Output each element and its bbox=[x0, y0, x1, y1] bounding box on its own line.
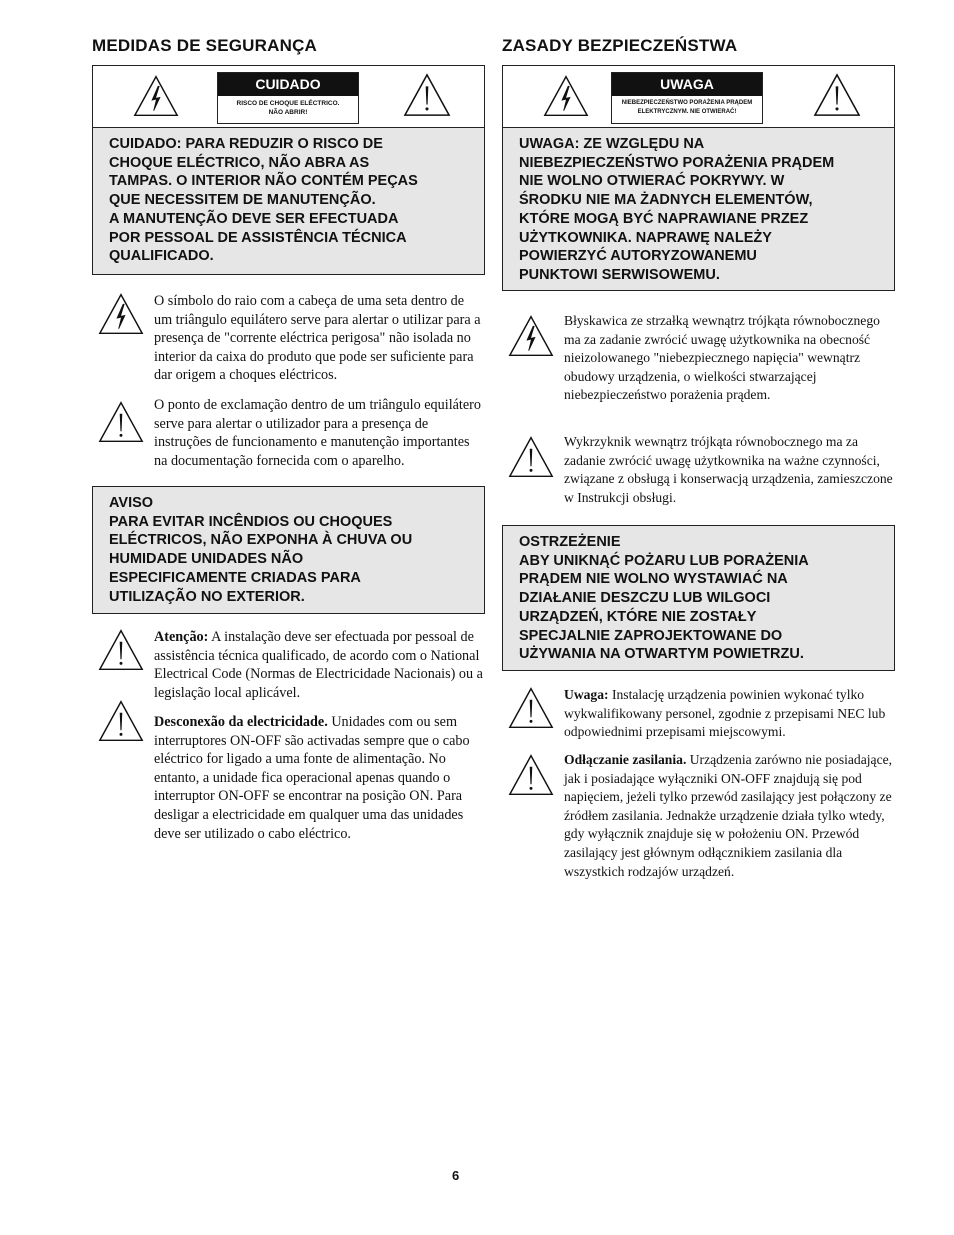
attention-text: A instalação deve ser efectuada por pessoal de assistência técnica qualificado, de acordo com o National Electrical Code (Normas de Electricidade Nacionais) ou a legislação local aplicável. bbox=[154, 629, 483, 701]
warning-line: ELÉCTRICOS, NÃO EXPONHA À CHUVA OU bbox=[109, 532, 413, 549]
exclamation-triangle-icon bbox=[98, 628, 144, 672]
lightning-triangle-icon bbox=[508, 314, 554, 358]
caution-label-box bbox=[92, 65, 485, 129]
attention-label: Atenção: bbox=[154, 629, 209, 645]
lightning-note-text: Błyskawica ze strzałką wewnątrz trójkąta równobocznego ma za zadanie zwrócić uwagę użytkownika na obecność nieizolowanego "niebezpiecznego napięcia" wewnątrz obudowy urządzenia, o wielkości stwarzającej niebezpieczeństwo porażenia prądem. bbox=[564, 313, 880, 403]
disconnect-note-text bbox=[564, 751, 894, 881]
caution-box bbox=[92, 127, 485, 275]
disconnect-label: Odłączanie zasilania. bbox=[564, 752, 687, 767]
page-number: 6 bbox=[452, 1168, 460, 1183]
caution-label-line: RISCO DE CHOQUE ELÉCTRICO. bbox=[236, 100, 340, 107]
section-title: MEDIDAS DE SEGURANÇA bbox=[92, 36, 318, 55]
exclamation-triangle-icon bbox=[508, 435, 554, 479]
exclamation-triangle-icon bbox=[813, 72, 861, 118]
warning-line: HUMIDADE UNIDADES NÃO bbox=[109, 551, 304, 568]
caution-line: QUE NECESSITEM DE MANUTENÇÃO. bbox=[109, 192, 376, 209]
warning-line: PRĄDEM NIE WOLNO WYSTAWIAĆ NA bbox=[519, 571, 788, 588]
warning-line: URZĄDZEŃ, KTÓRE NIE ZOSTAŁY bbox=[519, 608, 757, 625]
attention-note-text bbox=[154, 628, 484, 702]
caution-label bbox=[611, 72, 763, 124]
warning-line: ABY UNIKNĄĆ POŻARU LUB PORAŻENIA bbox=[519, 552, 809, 569]
exclamation-triangle-icon bbox=[508, 753, 554, 797]
warning-line: PARA EVITAR INCÊNDIOS OU CHOQUES bbox=[109, 513, 393, 530]
disconnect-label: Desconexão da electricidade. bbox=[154, 714, 328, 730]
caution-label-text bbox=[218, 96, 358, 117]
caution-label-line: NIEBEZPIECZEŃSTWO PORAŻENIA PRĄDEM bbox=[621, 100, 753, 106]
caution-line: ŚRODKU NIE MA ŻADNYCH ELEMENTÓW, bbox=[519, 192, 813, 209]
exclamation-note-text: O ponto de exclamação dentro de um triângulo equilátero serve para alertar o utilizador para a presença de instruções de funcionamento e manutenção importantes na documentação fornecida com o aparelho. bbox=[154, 397, 481, 469]
caution-line: KTÓRE MOGĄ BYĆ NAPRAWIANE PRZEZ bbox=[519, 210, 809, 227]
attention-note-text bbox=[564, 686, 894, 742]
caution-box bbox=[502, 127, 895, 291]
lightning-triangle-icon bbox=[133, 74, 179, 118]
caution-label-line: ELEKTRYCZNYM. NIE OTWIERAĆ! bbox=[637, 109, 737, 115]
warning-line: UŻYWANIA NA OTWARTYM POWIETRZU. bbox=[519, 646, 804, 663]
caution-label-title: UWAGA bbox=[612, 73, 762, 96]
caution-line: A MANUTENÇÃO DEVE SER EFECTUADA bbox=[109, 210, 399, 227]
caution-line: NIE WOLNO OTWIERAĆ POKRYWY. W bbox=[519, 173, 785, 190]
lightning-note-text: O símbolo do raio com a cabeça de uma seta dentro de um triângulo equilátero serve para alertar o utilizar para a presença de "corrente eléctrica perigosa" não isolada no interior da caixa do produto que pode ser suficiente para dar origem a choques eléctricos. bbox=[154, 293, 481, 384]
caution-label-line: NÃO ABRIR! bbox=[268, 109, 308, 116]
lightning-triangle-icon bbox=[98, 292, 144, 336]
caution-line: TAMPAS. O INTERIOR NÃO CONTÉM PEÇAS bbox=[109, 173, 418, 190]
warning-box bbox=[502, 525, 895, 671]
exclamation-triangle-icon bbox=[403, 72, 451, 118]
caution-line: CHOQUE ELÉCTRICO, NÃO ABRA AS bbox=[109, 154, 370, 171]
exclamation-triangle-icon bbox=[98, 400, 144, 444]
warning-line: AVISO bbox=[109, 495, 154, 511]
caution-line: QUALIFICADO. bbox=[109, 248, 214, 265]
caution-line: NIEBEZPIECZEŃSTWO PORAŻENIA PRĄDEM bbox=[519, 154, 835, 171]
caution-line: UWAGA: ZE WZGLĘDU NA bbox=[519, 136, 705, 152]
exclamation-triangle-icon bbox=[98, 699, 144, 743]
warning-line: UTILIZAÇÃO NO EXTERIOR. bbox=[109, 588, 305, 605]
caution-line: PUNKTOWI SERWISOWEMU. bbox=[519, 266, 720, 283]
warning-line: DZIAŁANIE DESZCZU LUB WILGOCI bbox=[519, 590, 771, 607]
caution-label-title: CUIDADO bbox=[218, 73, 358, 96]
caution-line: CUIDADO: PARA REDUZIR O RISCO DE bbox=[109, 136, 383, 152]
attention-label: Uwaga: bbox=[564, 687, 609, 702]
caution-label bbox=[217, 72, 359, 124]
exclamation-note-text: Wykrzyknik wewnątrz trójkąta równobocznego ma za zadanie zwrócić uwagę użytkownika na ważne czynności, związane z obsługą i konserwacją urządzenia, zamieszczone w Instrukcji obsługi. bbox=[564, 434, 893, 505]
caution-line: UŻYTKOWNIKA. NAPRAWĘ NALEŻY bbox=[519, 229, 772, 246]
caution-line: POR PESSOAL DE ASSISTÊNCIA TÉCNICA bbox=[109, 229, 407, 246]
attention-text: Instalację urządzenia powinien wykonać tylko wykwalifikowany personel, zgodnie z przepisami NEC lub odpowiednimi przepisami miejscowymi. bbox=[564, 687, 886, 740]
warning-box bbox=[92, 486, 485, 614]
disconnect-text: Urządzenia zarówno nie posiadające, jak i posiadające wyłączniki ON-OFF znajdują się pod napięciem, jeżeli tylko przewód zasilający jest połączony ze źródłem zasilania. Jednakże urządzenie działa tylko wtedy, gdy wyłącznik znajduje się w położeniu ON. Przewód zasilający jest głównym odłącznikiem zasilania dla wszystkich rodzajów urządzeń. bbox=[564, 752, 893, 879]
caution-label-text bbox=[612, 96, 762, 117]
warning-line: OSTRZEŻENIE bbox=[519, 534, 621, 550]
disconnect-text: Unidades com ou sem interruptores ON-OFF são activadas sempre que o cabo eléctrico for ligado a uma fonte de alimentação. No entanto, a unidade fica operacional apenas quando o interruptor ON-OFF se encontrar na posição ON. Para desligar a electricidade em qualquer uma das unidades deve ser utilizado o cabo eléctrico. bbox=[154, 714, 470, 842]
lightning-triangle-icon bbox=[543, 74, 589, 118]
caution-line: POWIERZYĆ AUTORYZOWANEMU bbox=[519, 248, 757, 265]
section-title: ZASADY BEZPIECZEŃSTWA bbox=[502, 36, 738, 55]
caution-label-box bbox=[502, 65, 895, 129]
disconnect-note-text bbox=[154, 713, 484, 843]
warning-line: ESPECIFICAMENTE CRIADAS PARA bbox=[109, 569, 361, 586]
warning-line: SPECJALNIE ZAPROJEKTOWANE DO bbox=[519, 627, 783, 644]
exclamation-triangle-icon bbox=[508, 686, 554, 730]
